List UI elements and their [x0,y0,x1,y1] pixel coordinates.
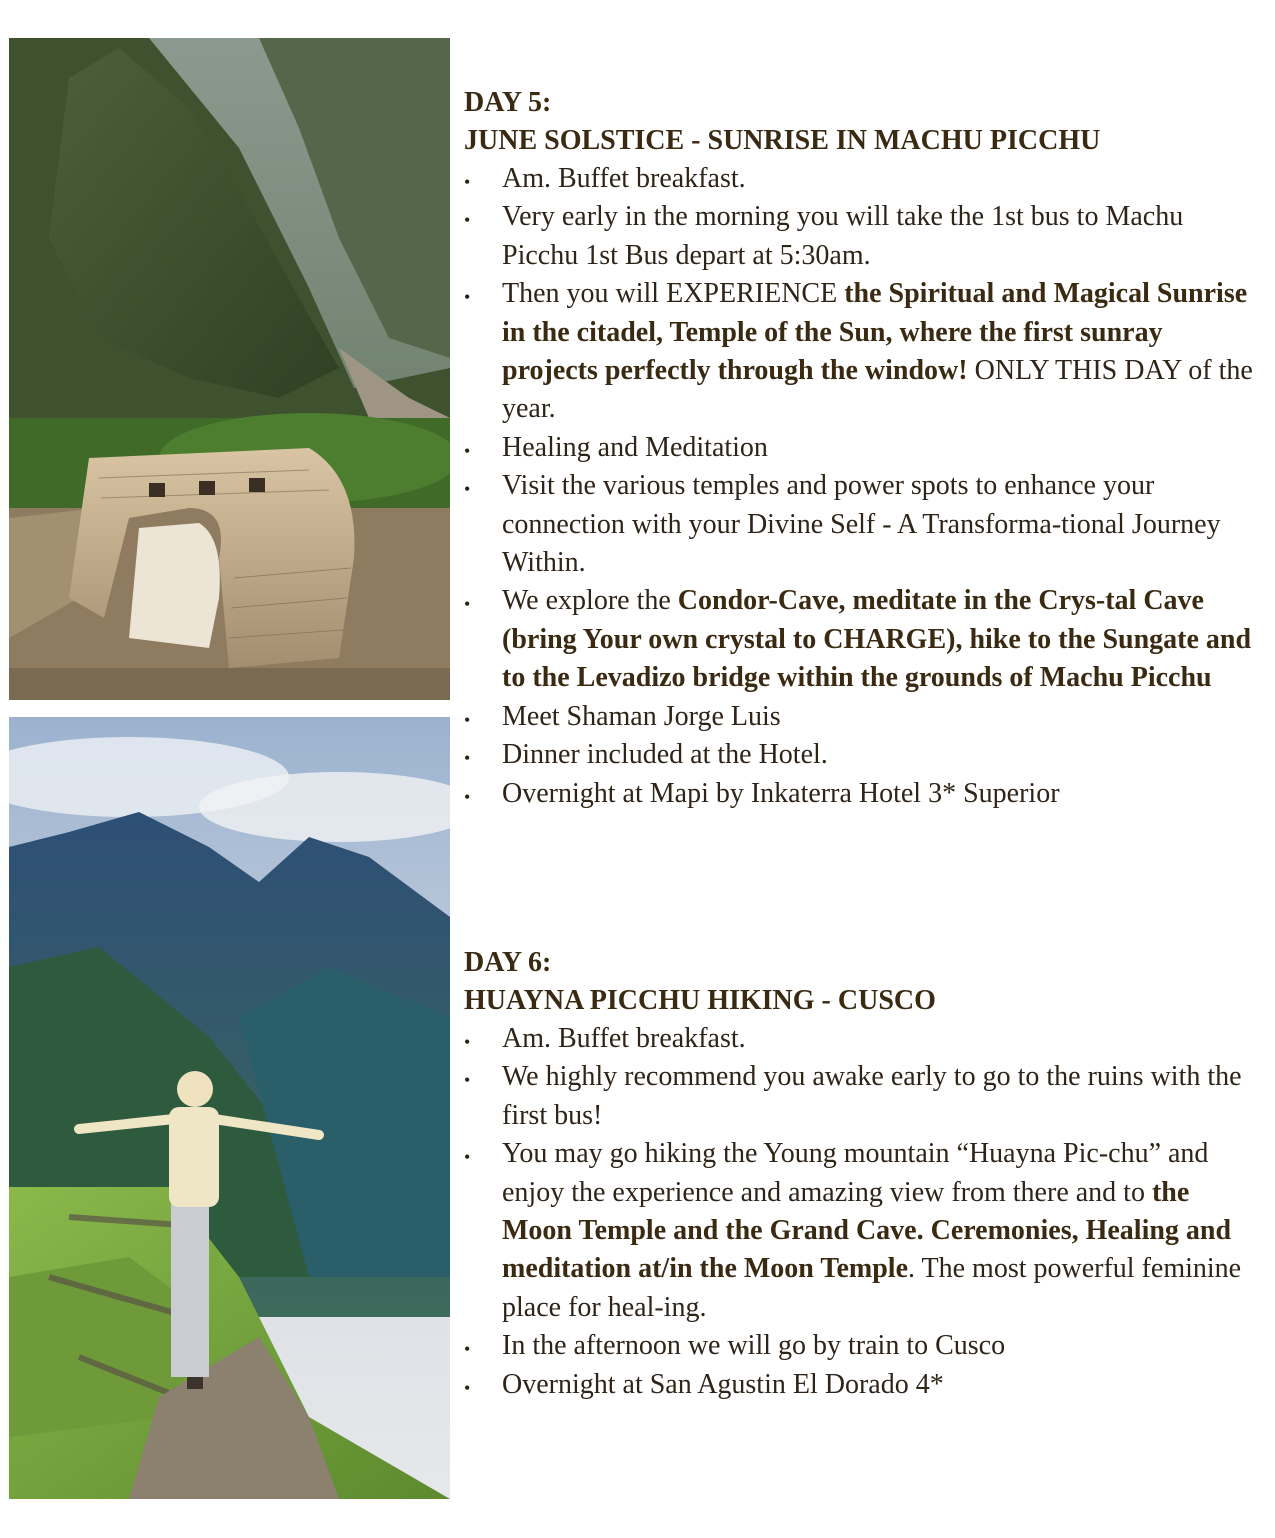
day-5-itinerary-list [464,160,1254,813]
list-item: • Meet Shaman Jorge Luis [464,698,1254,736]
temple-of-the-sun-photo [9,38,450,700]
list-item: • In the afternoon we will go by train to Cusco [464,1327,1254,1365]
item-text: We explore the [502,585,678,617]
list-item: • Am. Buffet breakfast. [464,1020,1254,1058]
list-item [464,1135,1254,1327]
list-item: • Dinner included at the Hotel. [464,736,1254,774]
item-emphasis: the Spiritual and Magical Sunrise in the citadel, Temple of the Sun, where the first sunray projects perfectly through the window! [502,278,1248,387]
list-item [464,582,1254,697]
list-item: • We highly recommend you awake early to go to the ruins with the first bus! [464,1058,1254,1135]
day-6-subtitle: HUAYNA PICCHU HIKING - CUSCO [464,985,936,1016]
day-6-section [464,944,1254,1404]
list-item: • Overnight at San Agustin El Dorado 4* [464,1366,1254,1404]
day-5-title: DAY 5: [464,87,552,118]
day-5-section [464,84,1254,813]
list-item: • Very early in the morning you will take the 1st bus to Machu Picchu 1st Bus depart at 5:30am. [464,198,1254,275]
day-5-subtitle: JUNE SOLSTICE - SUNRISE IN MACHU PICCHU [464,125,1101,156]
item-text: Then you will EXPERIENCE [502,278,845,310]
list-item: • Healing and Meditation [464,429,1254,467]
item-emphasis: the Moon Temple and the Grand Cave. Ceremonies, Healing and meditation at/in the Moon Temple [502,1176,1232,1285]
item-text: You may go hiking the Young mountain “Huayna Pic-chu” and enjoy the experience and amazing view from there and to [502,1138,1209,1208]
item-text: . The most powerful feminine place for heal-ing. [502,1253,1242,1323]
day-6-itinerary-list [464,1020,1254,1404]
item-emphasis: Condor-Cave, meditate in the Crys-tal Cave (bring Your own crystal to CHARGE), hike to the Sungate and to the Levadizo bridge within the grounds of Machu Picchu [502,585,1252,694]
list-item: • Overnight at Mapi by Inkaterra Hotel 3* Superior [464,775,1254,813]
day-6-title: DAY 6: [464,947,552,978]
list-item: • Visit the various temples and power spots to enhance your connection with your Divine Self - A Transforma-tional Journey Within. [464,467,1254,582]
list-item [464,275,1254,429]
list-item: • Am. Buffet breakfast. [464,160,1254,198]
item-text: ONLY THIS DAY of the year. [502,355,1253,425]
woman-arms-outstretched-photo [9,717,450,1499]
